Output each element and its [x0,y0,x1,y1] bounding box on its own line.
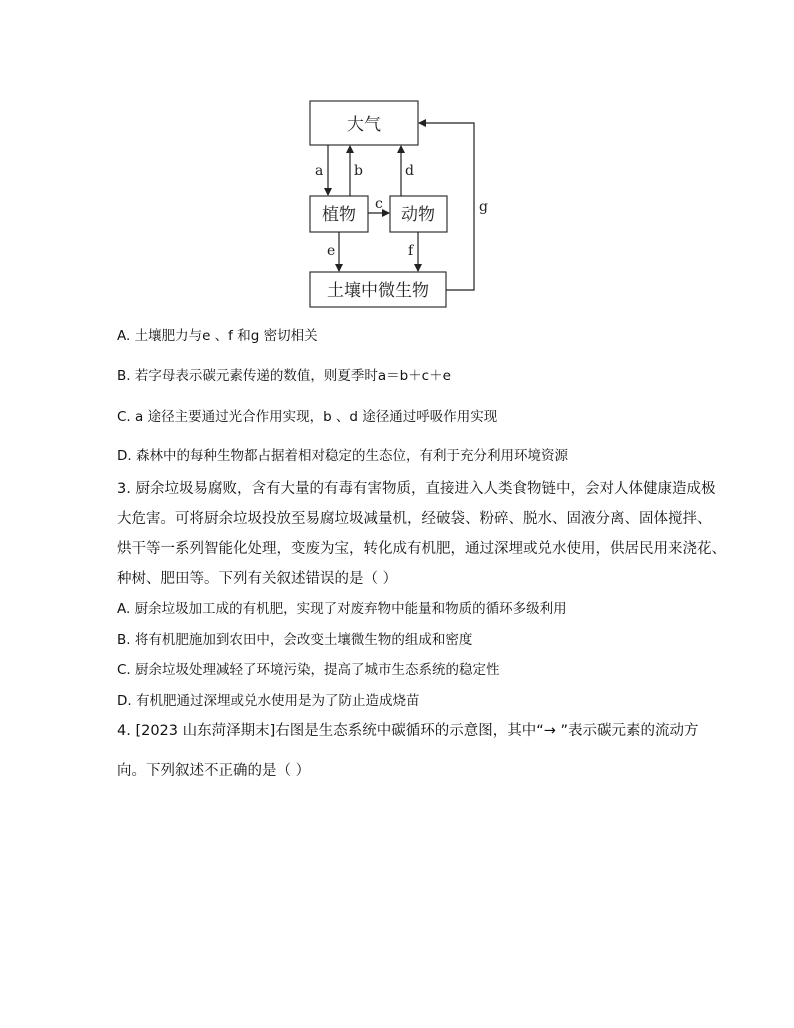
q3-option-c: C. 厨余垃圾处理减轻了环境污染，提高了城市生态系统的稳定性 [117,662,500,678]
carbon-cycle-diagram [0,0,794,320]
arrow-e-label: e [327,243,336,259]
soil-microbes-label: 土壤中微生物 [327,281,429,301]
q2-option-d: D. 森林中的每种生物都占据着相对稳定的生态位，有利于充分利用环境资源 [117,448,568,464]
q3-option-b: B. 将有机肥施加到农田中，会改变土壤微生物的组成和密度 [117,632,473,648]
q3-stem-line-3: 烘干等一系列智能化处理，变废为宝，转化成有机肥，通过深埋或兑水使用，供居民用来浇花、 [117,541,726,557]
arrow-b-label: b [354,163,363,179]
q3-option-d: D. 有机肥通过深埋或兑水使用是为了防止造成烧苗 [117,693,420,709]
q3-option-a: A. 厨余垃圾加工成的有机肥，实现了对废弃物中能量和物质的循环多级利用 [117,601,567,617]
q2-option-a: A. 土壤肥力与e 、f 和g 密切相关 [117,328,318,344]
arrow-d-label: d [405,163,414,179]
atmosphere-label: 大气 [347,115,381,135]
q3-stem-line-4: 种树、肥田等。下列有关叙述错误的是（ ） [117,571,398,587]
q3-stem-line-1: 3. 厨余垃圾易腐败，含有大量的有毒有害物质，直接进入人类食物链中，会对人体健康造成极 [117,481,716,497]
arrow-c-label: c [375,196,383,212]
plants-label: 植物 [322,205,356,225]
q2-option-b: B. 若字母表示碳元素传递的数值，则夏季时a＝b＋c＋e [117,368,451,384]
q4-stem-line-1: 4. [2023 山东菏泽期末]右图是生态系统中碳循环的示意图，其中“→ ”表示碳元素的流动方 [117,723,699,739]
q3-stem-line-2: 大危害。可将厨余垃圾投放至易腐垃圾减量机，经破袋、粉碎、脱水、固液分离、固体搅拌、 [117,511,712,527]
q2-option-c: C. a 途径主要通过光合作用实现，b 、d 途径通过呼吸作用实现 [117,409,498,425]
animals-label: 动物 [401,205,435,225]
arrow-g-label: g [479,199,488,215]
q4-stem-line-2: 向。下列叙述不正确的是（ ） [117,763,311,779]
arrow-a-label: a [315,163,324,179]
carbon-cycle-svg [0,0,794,320]
arrow-f-label: f [408,243,414,259]
